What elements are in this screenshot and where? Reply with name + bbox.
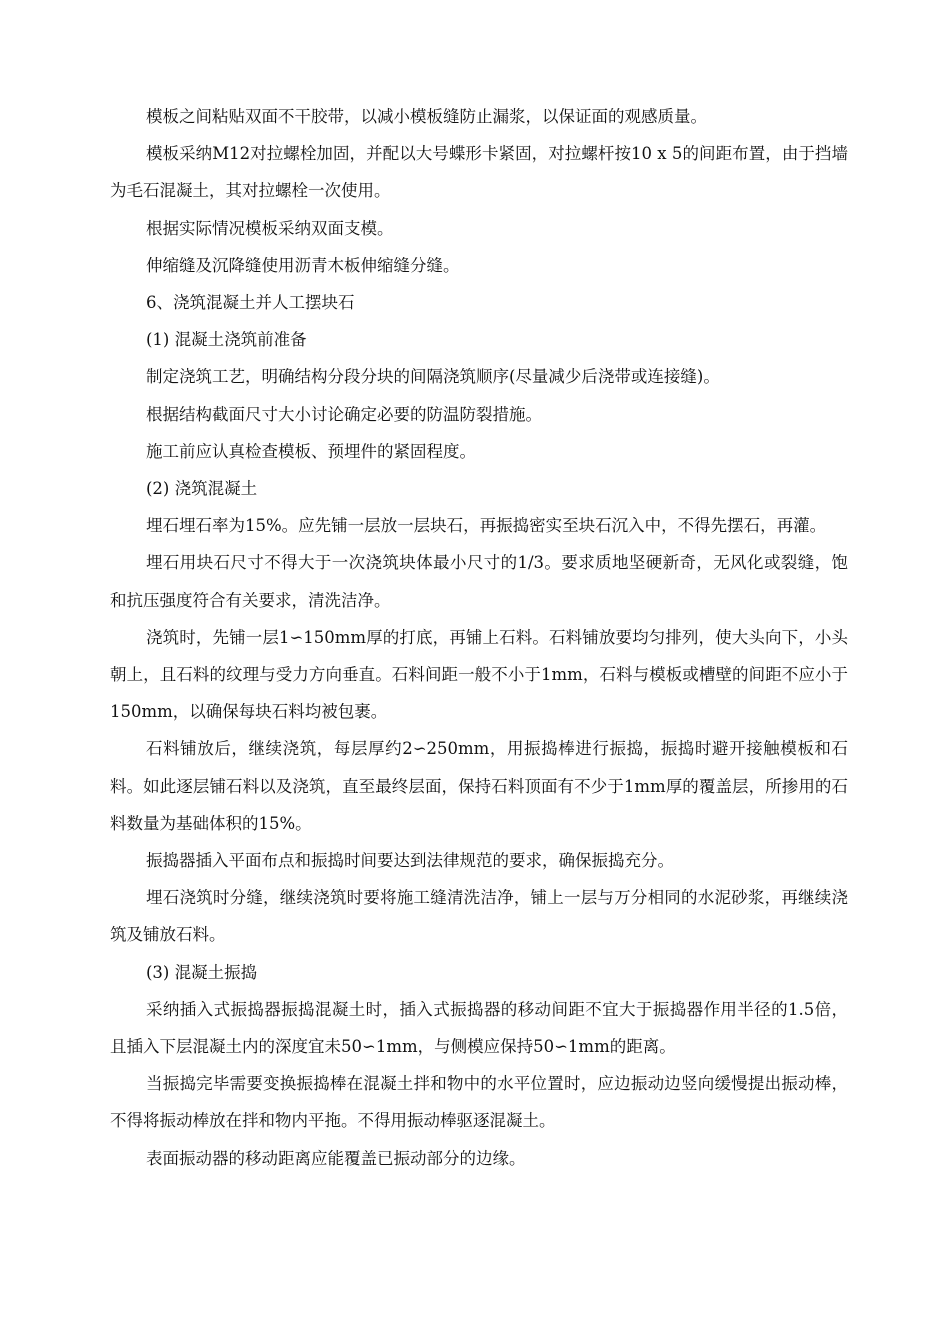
paragraph-insertion-vibrator: 采纳插入式振捣器振捣混凝土时，插入式振捣器的移动间距不宜大于振捣器作用半径的1.5倍，且插入下层混凝土内的深度宜未50∽1mm，与侧模应保持50∽1mm的距离。 [110, 999, 848, 1057]
paragraph-expansion-joints: 伸缩缝及沉降缝使用沥青木板伸缩缝分缝。 [146, 255, 460, 275]
paragraph-stone-size: 埋石用块石尺寸不得大于一次浇筑块体最小尺寸的1/3。要求质地坚硬新奇，无风化或裂缝，饱和抗压强度符合有关要求，清洗洁净。 [110, 553, 848, 610]
paragraph-pouring-process: 制定浇筑工艺，明确结构分段分块的间隔浇筑顺序(尽量减少后浇带或连接缝)。 [146, 367, 720, 387]
document-body [110, 98, 848, 1177]
subsection-heading-2: (2) 浇筑混凝土 [146, 479, 258, 499]
paragraph-layered-pouring: 石料铺放后，继续浇筑，每层厚约2∽250mm，用振捣棒进行振捣，振捣时避开接触模板和石料。如此逐层铺石料以及浇筑，直至最终层面，保持石料顶面有不少于1mm厚的覆盖层，所掺用的石料数量为基础体积的15%。 [110, 739, 848, 833]
subsection-heading-1: (1) 混凝土浇筑前准备 [146, 330, 307, 350]
paragraph-surface-vibrator: 表面振动器的移动距离应能覆盖已振动部分的边缘。 [146, 1148, 526, 1168]
section-heading-6: 6、浇筑混凝土并人工摆块石 [146, 293, 355, 313]
paragraph-crack-prevention: 根据结构截面尺寸大小讨论确定必要的防温防裂措施。 [146, 404, 542, 424]
paragraph-inspection: 施工前应认真检查模板、预埋件的紧固程度。 [146, 441, 476, 461]
paragraph-vibrator-moving: 当振捣完毕需要变换振捣棒在混凝土拌和物中的水平位置时，应边振动边竖向缓慢提出振动棒，不得将振动棒放在拌和物内平拖。不得用振动棒驱逐混凝土。 [110, 1074, 848, 1131]
paragraph-formwork-tape: 模板之间粘贴双面不干胶带，以减小模板缝防止漏浆，以保证面的观感质量。 [146, 107, 707, 126]
paragraph-stone-ratio: 埋石埋石率为15%。应先铺一层放一层块石，再振捣密实至块石沉入中，不得先摆石，再灌。 [146, 516, 827, 536]
paragraph-stone-placement: 浇筑时，先铺一层1∽150mm厚的打底，再铺上石料。石料铺放要均匀排列，使大头向下，小头朝上，且石料的纹理与受力方向垂直。石料间距一般不小于1mm，石料与模板或槽壁的间距不应小于150mm，以确保每块石料均被包裹。 [110, 627, 848, 722]
paragraph-formwork-bolts: 模板采纳M12对拉螺栓加固，并配以大号蝶形卡紧固，对拉螺杆按10 x 5的间距布置，由于挡墙为毛石混凝土，其对拉螺栓一次使用。 [110, 144, 848, 201]
subsection-heading-3: (3) 混凝土振捣 [146, 962, 258, 982]
paragraph-vibrator-layout: 振捣器插入平面布点和振捣时间要达到法律规范的要求，确保振捣充分。 [146, 851, 674, 871]
paragraph-double-sided-formwork: 根据实际情况模板采纳双面支模。 [146, 218, 394, 238]
paragraph-construction-joint: 埋石浇筑时分缝，继续浇筑时要将施工缝清洗洁净，铺上一层与万分相同的水泥砂浆，再继续浇筑及铺放石料。 [110, 888, 848, 945]
